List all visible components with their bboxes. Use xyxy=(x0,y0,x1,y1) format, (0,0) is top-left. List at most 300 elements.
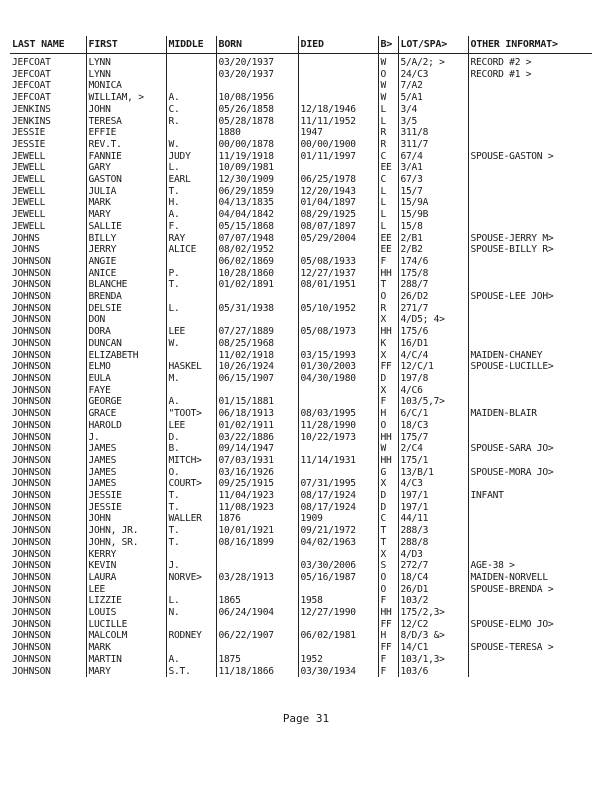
middle-name-cell: L. xyxy=(166,162,216,174)
table-row xyxy=(10,361,592,373)
last-name-cell: JOHNSON xyxy=(12,490,51,502)
other-information-cell xyxy=(468,502,592,514)
died-date-cell: 00/00/1900 xyxy=(298,139,378,151)
first-name-cell: EFFIE xyxy=(86,127,166,139)
lot-space-cell: 311/8 xyxy=(398,127,468,139)
block-cell: R xyxy=(378,127,398,139)
block-cell: FF xyxy=(378,361,398,373)
lot-space-cell: 174/6 xyxy=(398,256,468,268)
block-cell: O xyxy=(378,69,398,81)
last-name-cell: JEFCOAT xyxy=(12,92,51,104)
died-date-cell: 06/02/1981 xyxy=(298,630,378,642)
block-cell: T xyxy=(378,537,398,549)
died-date-cell xyxy=(298,69,378,81)
middle-name-cell: D. xyxy=(166,432,216,444)
lot-space-cell: 4/C6 xyxy=(398,385,468,397)
lot-space-cell: 67/4 xyxy=(398,151,468,163)
table-row xyxy=(10,607,592,619)
other-information-cell xyxy=(468,525,592,537)
table-row xyxy=(10,420,592,432)
last-name-cell: JOHNSON xyxy=(12,525,51,537)
last-name-cell: JOHNSON xyxy=(12,431,51,443)
other-information-cell: AGE-38 > xyxy=(468,560,592,572)
block-cell: HH xyxy=(378,268,398,280)
table-row xyxy=(10,502,592,514)
block-cell: C xyxy=(378,151,398,163)
block-cell: FF xyxy=(378,619,398,631)
died-date-cell xyxy=(298,162,378,174)
born-date-cell: 05/26/1858 xyxy=(216,104,298,116)
middle-name-cell: L. xyxy=(166,595,216,607)
other-information-cell xyxy=(468,326,592,338)
born-date-cell: 06/18/1913 xyxy=(216,408,298,420)
first-name-cell: BILLY xyxy=(86,233,166,245)
middle-name-cell xyxy=(166,57,216,69)
lot-space-cell: 67/3 xyxy=(398,174,468,186)
middle-name-cell: A. xyxy=(166,209,216,221)
last-name-cell: JEFCOAT xyxy=(12,68,51,80)
died-date-cell xyxy=(298,396,378,408)
born-date-cell xyxy=(216,80,298,92)
middle-name-cell: T. xyxy=(166,525,216,537)
died-date-cell: 12/18/1946 xyxy=(298,104,378,116)
born-date-cell: 09/14/1947 xyxy=(216,443,298,455)
other-information-cell xyxy=(468,385,592,397)
born-date-cell: 11/02/1918 xyxy=(216,350,298,362)
died-date-cell: 08/17/1924 xyxy=(298,502,378,514)
middle-name-cell: RODNEY xyxy=(166,630,216,642)
first-name-cell: DON xyxy=(86,314,166,326)
other-information-cell: SPOUSE-BRENDA > xyxy=(468,584,592,596)
died-date-cell xyxy=(298,642,378,654)
first-name-cell: FANNIE xyxy=(86,151,166,163)
first-name-cell: LEE xyxy=(86,584,166,596)
other-information-cell xyxy=(468,478,592,490)
last-name-cell: JOHNSON xyxy=(12,501,51,513)
table-row xyxy=(10,233,592,245)
lot-space-cell: 5/A1 xyxy=(398,92,468,104)
born-date-cell: 01/15/1881 xyxy=(216,396,298,408)
died-date-cell xyxy=(298,92,378,104)
lot-space-cell: 175/2,3> xyxy=(398,607,468,619)
first-name-cell: JAMES xyxy=(86,467,166,479)
died-date-cell xyxy=(298,467,378,479)
born-date-cell: 07/07/1948 xyxy=(216,233,298,245)
born-date-cell: 11/08/1923 xyxy=(216,502,298,514)
middle-name-cell: NORVE> xyxy=(166,572,216,584)
block-cell: L xyxy=(378,116,398,128)
middle-name-cell: "TOOT> xyxy=(166,408,216,420)
lot-space-cell: 15/9A xyxy=(398,197,468,209)
lot-space-cell: 175/1 xyxy=(398,455,468,467)
first-name-cell: DORA xyxy=(86,326,166,338)
lot-space-cell: 7/A2 xyxy=(398,80,468,92)
table-row xyxy=(10,595,592,607)
block-cell: EE xyxy=(378,233,398,245)
lot-space-cell: 12/C2 xyxy=(398,619,468,631)
first-name-cell: HAROLD xyxy=(86,420,166,432)
block-cell: R xyxy=(378,303,398,315)
other-information-cell xyxy=(468,537,592,549)
block-cell: C xyxy=(378,513,398,525)
other-information-cell xyxy=(468,373,592,385)
died-date-cell: 03/30/1934 xyxy=(298,666,378,678)
table-row xyxy=(10,478,592,490)
middle-name-cell xyxy=(166,584,216,596)
born-date-cell xyxy=(216,560,298,572)
block-cell: W xyxy=(378,57,398,69)
other-information-cell: SPOUSE-LUCILLE> xyxy=(468,361,592,373)
last-name-cell: JENKINS xyxy=(12,115,51,127)
other-information-cell xyxy=(468,607,592,619)
block-cell: S xyxy=(378,560,398,572)
first-name-cell: MARY xyxy=(86,666,166,678)
first-name-cell: DUNCAN xyxy=(86,338,166,350)
first-name-cell: EULA xyxy=(86,373,166,385)
first-name-cell: GEORGE xyxy=(86,396,166,408)
other-information-cell xyxy=(468,268,592,280)
first-name-cell: SALLIE xyxy=(86,221,166,233)
lot-space-cell: 44/11 xyxy=(398,513,468,525)
other-information-cell: SPOUSE-LEE JOH> xyxy=(468,291,592,303)
first-name-cell: LYNN xyxy=(86,69,166,81)
middle-name-cell: S.T. xyxy=(166,666,216,678)
table-row xyxy=(10,127,592,139)
lot-space-cell: 15/9B xyxy=(398,209,468,221)
last-name-cell: JEWELL xyxy=(12,162,46,174)
lot-space-cell: 175/6 xyxy=(398,326,468,338)
died-date-cell: 01/11/1997 xyxy=(298,151,378,163)
middle-name-cell: O. xyxy=(166,467,216,479)
table-row xyxy=(10,396,592,408)
other-information-cell: SPOUSE-BILLY R> xyxy=(468,244,592,256)
last-name-cell: JOHNSON xyxy=(12,384,51,396)
first-name-cell: BRENDA xyxy=(86,291,166,303)
first-name-cell: LAURA xyxy=(86,572,166,584)
first-name-cell: REV.T. xyxy=(86,139,166,151)
block-cell: L xyxy=(378,104,398,116)
lot-space-cell: 6/C/1 xyxy=(398,408,468,420)
died-date-cell xyxy=(298,549,378,561)
first-name-cell: MARK xyxy=(86,642,166,654)
middle-name-cell: COURT> xyxy=(166,478,216,490)
block-cell: L xyxy=(378,197,398,209)
table-row xyxy=(10,326,592,338)
born-date-cell: 07/27/1889 xyxy=(216,326,298,338)
last-name-cell: JOHNSON xyxy=(12,653,51,665)
last-name-cell: JOHNSON xyxy=(12,349,51,361)
lot-space-cell: 197/8 xyxy=(398,373,468,385)
block-cell: K xyxy=(378,338,398,350)
born-date-cell: 06/02/1869 xyxy=(216,256,298,268)
born-date-cell: 11/19/1918 xyxy=(216,151,298,163)
lot-space-cell: 197/1 xyxy=(398,490,468,502)
born-date-cell: 1880 xyxy=(216,127,298,139)
table-row xyxy=(10,619,592,631)
died-date-cell: 11/28/1990 xyxy=(298,420,378,432)
other-information-cell xyxy=(468,139,592,151)
table-row xyxy=(10,221,592,233)
died-date-cell xyxy=(298,443,378,455)
middle-name-cell xyxy=(166,385,216,397)
first-name-cell: JAMES xyxy=(86,478,166,490)
died-date-cell xyxy=(298,291,378,303)
first-name-cell: JOHN, SR. xyxy=(86,537,166,549)
born-date-cell: 00/00/1878 xyxy=(216,139,298,151)
born-date-cell: 03/22/1886 xyxy=(216,432,298,444)
header-other-information: OTHER INFORMAT> xyxy=(468,36,592,54)
lot-space-cell: 311/7 xyxy=(398,139,468,151)
born-date-cell: 10/09/1981 xyxy=(216,162,298,174)
last-name-cell: JEWELL xyxy=(12,150,46,162)
table-row xyxy=(10,654,592,666)
died-date-cell: 07/31/1995 xyxy=(298,478,378,490)
lot-space-cell: 288/8 xyxy=(398,537,468,549)
died-date-cell: 08/17/1924 xyxy=(298,490,378,502)
middle-name-cell: W. xyxy=(166,139,216,151)
other-information-cell xyxy=(468,630,592,642)
last-name-cell: JOHNSON xyxy=(12,642,51,654)
last-name-cell: JOHNSON xyxy=(12,513,51,525)
table-row xyxy=(10,139,592,151)
middle-name-cell: A. xyxy=(166,396,216,408)
table-row xyxy=(10,69,592,81)
other-information-cell xyxy=(468,104,592,116)
lot-space-cell: 2/C4 xyxy=(398,443,468,455)
table-row xyxy=(10,385,592,397)
other-information-cell xyxy=(468,549,592,561)
died-date-cell: 05/29/2004 xyxy=(298,233,378,245)
table-row xyxy=(10,162,592,174)
table-row xyxy=(10,57,592,69)
middle-name-cell: A. xyxy=(166,654,216,666)
born-date-cell: 08/16/1899 xyxy=(216,537,298,549)
middle-name-cell: HASKEL xyxy=(166,361,216,373)
block-cell: HH xyxy=(378,607,398,619)
died-date-cell: 1958 xyxy=(298,595,378,607)
middle-name-cell: F. xyxy=(166,221,216,233)
table-row xyxy=(10,467,592,479)
table-row xyxy=(10,209,592,221)
middle-name-cell xyxy=(166,127,216,139)
last-name-cell: JOHNSON xyxy=(12,665,51,677)
lot-space-cell: 8/D/3 &> xyxy=(398,630,468,642)
table-row xyxy=(10,408,592,420)
lot-space-cell: 103/6 xyxy=(398,666,468,678)
lot-space-cell: 103/5,7> xyxy=(398,396,468,408)
lot-space-cell: 2/B1 xyxy=(398,233,468,245)
other-information-cell: SPOUSE-MORA JO> xyxy=(468,467,592,479)
middle-name-cell: W. xyxy=(166,338,216,350)
other-information-cell xyxy=(468,92,592,104)
first-name-cell: JAMES xyxy=(86,455,166,467)
first-name-cell: WILLIAM, > xyxy=(86,92,166,104)
last-name-cell: JOHNSON xyxy=(12,536,51,548)
lot-space-cell: 272/7 xyxy=(398,560,468,572)
first-name-cell: GRACE xyxy=(86,408,166,420)
table-row xyxy=(10,443,592,455)
first-name-cell: KERRY xyxy=(86,549,166,561)
died-date-cell: 11/11/1952 xyxy=(298,116,378,128)
last-name-cell: JEFCOAT xyxy=(12,80,51,92)
last-name-cell: JEWELL xyxy=(12,197,46,209)
born-date-cell: 08/25/1968 xyxy=(216,338,298,350)
header-died: DIED xyxy=(298,36,378,54)
first-name-cell: J. xyxy=(86,432,166,444)
died-date-cell: 09/21/1972 xyxy=(298,525,378,537)
born-date-cell: 11/04/1923 xyxy=(216,490,298,502)
other-information-cell: INFANT xyxy=(468,490,592,502)
born-date-cell: 08/02/1952 xyxy=(216,244,298,256)
died-date-cell: 01/04/1897 xyxy=(298,197,378,209)
middle-name-cell xyxy=(166,619,216,631)
block-cell: X xyxy=(378,314,398,326)
lot-space-cell: 18/C3 xyxy=(398,420,468,432)
first-name-cell: JESSIE xyxy=(86,502,166,514)
header-lot-space: LOT/SPA> xyxy=(398,36,468,54)
died-date-cell: 05/08/1933 xyxy=(298,256,378,268)
middle-name-cell: LEE xyxy=(166,326,216,338)
table-row xyxy=(10,186,592,198)
block-cell: O xyxy=(378,572,398,584)
other-information-cell xyxy=(468,197,592,209)
block-cell: R xyxy=(378,139,398,151)
other-information-cell xyxy=(468,513,592,525)
other-information-cell xyxy=(468,595,592,607)
born-date-cell: 10/28/1860 xyxy=(216,268,298,280)
middle-name-cell xyxy=(166,80,216,92)
born-date-cell: 06/22/1907 xyxy=(216,630,298,642)
other-information-cell: SPOUSE-JERRY M> xyxy=(468,233,592,245)
header-middle: MIDDLE xyxy=(166,36,216,54)
last-name-cell: JOHNSON xyxy=(12,372,51,384)
born-date-cell: 05/15/1868 xyxy=(216,221,298,233)
first-name-cell: DELSIE xyxy=(86,303,166,315)
born-date-cell: 12/30/1909 xyxy=(216,174,298,186)
other-information-cell xyxy=(468,396,592,408)
born-date-cell: 03/16/1926 xyxy=(216,467,298,479)
table-row xyxy=(10,151,592,163)
header-row xyxy=(10,36,592,54)
lot-space-cell: 4/C/4 xyxy=(398,350,468,362)
lot-space-cell: 14/C1 xyxy=(398,642,468,654)
lot-space-cell: 12/C/1 xyxy=(398,361,468,373)
lot-space-cell: 4/C3 xyxy=(398,478,468,490)
middle-name-cell xyxy=(166,314,216,326)
born-date-cell: 06/24/1904 xyxy=(216,607,298,619)
lot-space-cell: 16/D1 xyxy=(398,338,468,350)
middle-name-cell xyxy=(166,642,216,654)
other-information-cell xyxy=(468,162,592,174)
table-row xyxy=(10,256,592,268)
other-information-cell: SPOUSE-SARA JO> xyxy=(468,443,592,455)
first-name-cell: JAMES xyxy=(86,443,166,455)
table-row xyxy=(10,666,592,678)
middle-name-cell: H. xyxy=(166,197,216,209)
last-name-cell: JOHNS xyxy=(12,244,40,256)
lot-space-cell: 4/D5; 4> xyxy=(398,314,468,326)
first-name-cell: JOHN xyxy=(86,104,166,116)
died-date-cell xyxy=(298,584,378,596)
last-name-cell: JOHNSON xyxy=(12,583,51,595)
first-name-cell: ELMO xyxy=(86,361,166,373)
first-name-cell: MALCOLM xyxy=(86,630,166,642)
other-information-cell: SPOUSE-TERESA > xyxy=(468,642,592,654)
died-date-cell: 12/20/1943 xyxy=(298,186,378,198)
block-cell: FF xyxy=(378,642,398,654)
first-name-cell: JOHN xyxy=(86,513,166,525)
last-name-cell: JOHNS xyxy=(12,232,40,244)
block-cell: EE xyxy=(378,244,398,256)
table-row xyxy=(10,560,592,572)
last-name-cell: JEFCOAT xyxy=(12,57,51,68)
last-name-cell: JOHNSON xyxy=(12,279,51,291)
died-date-cell: 01/30/2003 xyxy=(298,361,378,373)
died-date-cell: 11/14/1931 xyxy=(298,455,378,467)
block-cell: T xyxy=(378,279,398,291)
last-name-cell: JOHNSON xyxy=(12,302,51,314)
other-information-cell xyxy=(468,654,592,666)
other-information-cell xyxy=(468,174,592,186)
middle-name-cell xyxy=(166,256,216,268)
table-row xyxy=(10,174,592,186)
block-cell: HH xyxy=(378,432,398,444)
other-information-cell xyxy=(468,116,592,128)
middle-name-cell: C. xyxy=(166,104,216,116)
other-information-cell xyxy=(468,221,592,233)
first-name-cell: GARY xyxy=(86,162,166,174)
table-row xyxy=(10,116,592,128)
died-date-cell: 1947 xyxy=(298,127,378,139)
first-name-cell: MARTIN xyxy=(86,654,166,666)
first-name-cell: MARY xyxy=(86,209,166,221)
table-row xyxy=(10,92,592,104)
middle-name-cell: L. xyxy=(166,303,216,315)
first-name-cell: JERRY xyxy=(86,244,166,256)
born-date-cell: 10/01/1921 xyxy=(216,525,298,537)
header-born: BORN xyxy=(216,36,298,54)
header-block: B> xyxy=(378,36,398,54)
cemetery-record-table-container xyxy=(10,36,592,677)
died-date-cell: 06/25/1978 xyxy=(298,174,378,186)
lot-space-cell: 288/7 xyxy=(398,279,468,291)
last-name-cell: JOHNSON xyxy=(12,466,51,478)
other-information-cell xyxy=(468,256,592,268)
block-cell: G xyxy=(378,467,398,479)
born-date-cell: 11/18/1866 xyxy=(216,666,298,678)
first-name-cell: MONICA xyxy=(86,80,166,92)
other-information-cell xyxy=(468,432,592,444)
lot-space-cell: 15/7 xyxy=(398,186,468,198)
table-row xyxy=(10,314,592,326)
table-row xyxy=(10,513,592,525)
last-name-cell: JOHNSON xyxy=(12,478,51,490)
died-date-cell: 08/29/1925 xyxy=(298,209,378,221)
last-name-cell: JEWELL xyxy=(12,185,46,197)
table-row xyxy=(10,279,592,291)
last-name-cell: JOHNSON xyxy=(12,560,51,572)
lot-space-cell: 175/8 xyxy=(398,268,468,280)
table-row xyxy=(10,244,592,256)
died-date-cell: 05/16/1987 xyxy=(298,572,378,584)
other-information-cell: SPOUSE-ELMO JO> xyxy=(468,619,592,631)
middle-name-cell: T. xyxy=(166,490,216,502)
last-name-cell: JOHNSON xyxy=(12,419,51,431)
middle-name-cell: LEE xyxy=(166,420,216,432)
middle-name-cell: J. xyxy=(166,560,216,572)
born-date-cell: 06/29/1859 xyxy=(216,186,298,198)
born-date-cell: 07/03/1931 xyxy=(216,455,298,467)
